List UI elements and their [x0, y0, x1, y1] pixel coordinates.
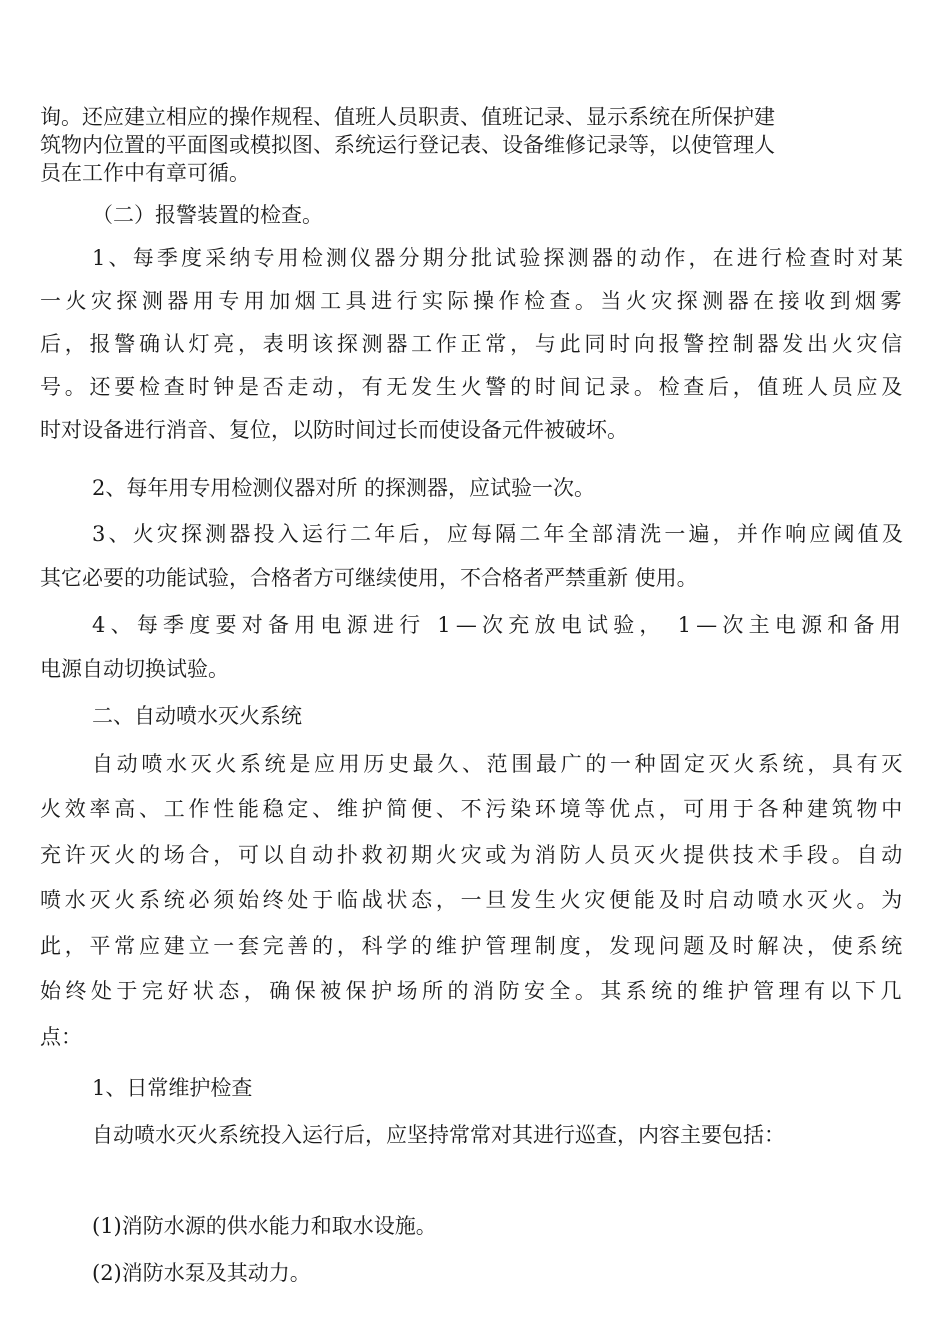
paragraph-line: 1、每季度采纳专用检测仪器分期分批试验探测器的动作，在进行检查时对某 — [92, 246, 906, 270]
intro-line: 筑物内位置的平面图或模拟图、系统运行登记表、设备维修记录等，以使管理人 — [40, 133, 775, 157]
paragraph-line: 电源自动切换试验。 — [40, 657, 229, 681]
paragraph-line: 火效率高、工作性能稳定、维护简便、不污染环境等优点，可用于各种建筑物中 — [40, 797, 906, 821]
section-heading: 1、日常维护检查 — [92, 1076, 253, 1100]
paragraph-line: 号。还要检查时钟是否走动，有无发生火警的时间记录。检查后，值班人员应及 — [40, 375, 906, 399]
paragraph-line: 充许灭火的场合，可以自动扑救初期火灾或为消防人员灭火提供技术手段。自动 — [40, 843, 906, 867]
section-heading: 二、自动喷水灭火系统 — [92, 704, 302, 728]
paragraph-line: 自动喷水灭火系统投入运行后，应坚持常常对其进行巡查，内容主要包括： — [92, 1123, 785, 1147]
section-heading: （二）报警装置的检查。 — [92, 203, 323, 227]
list-item: (1)消防水源的供水能力和取水设施。 — [92, 1214, 437, 1238]
intro-line: 员在工作中有章可循。 — [40, 161, 250, 185]
paragraph-line: 一火灾探测器用专用加烟工具进行实际操作检查。当火灾探测器在接收到烟雾 — [40, 289, 906, 313]
paragraph-line: 时对设备进行消音、复位，以防时间过长而使设备元件被破坏。 — [40, 418, 628, 442]
paragraph-line: 4、每季度要对备用电源进行 1—次充放电试验， 1—次主电源和备用 — [92, 613, 906, 637]
paragraph-line: 喷水灭火系统必须始终处于临战状态，一旦发生火灾便能及时启动喷水灭火。为 — [40, 888, 906, 912]
paragraph-line: 3、火灾探测器投入运行二年后，应每隔二年全部清洗一遍，并作响应阈值及 — [92, 522, 906, 546]
paragraph-line: 自动喷水灭火系统是应用历史最久、范围最广的一种固定灭火系统，具有灭 — [92, 752, 906, 776]
paragraph-line: 始终处于完好状态，确保被保护场所的消防安全。其系统的维护管理有以下几 — [40, 979, 906, 1003]
paragraph-line: 后，报警确认灯亮，表明该探测器工作正常，与此同时向报警控制器发出火灾信 — [40, 332, 906, 356]
paragraph-line: 其它必要的功能试验，合格者方可继续使用，不合格者严禁重新 使用。 — [40, 566, 698, 590]
paragraph-line: 点： — [40, 1025, 82, 1049]
intro-line: 询。还应建立相应的操作规程、值班人员职责、值班记录、显示系统在所保护建 — [40, 105, 775, 129]
list-item: (2)消防水泵及其动力。 — [92, 1261, 311, 1285]
paragraph-line: 2、每年用专用检测仪器对所 的探测器，应试验一次。 — [92, 476, 596, 500]
paragraph-line: 此，平常应建立一套完善的，科学的维护管理制度，发现问题及时解决，使系统 — [40, 934, 906, 958]
